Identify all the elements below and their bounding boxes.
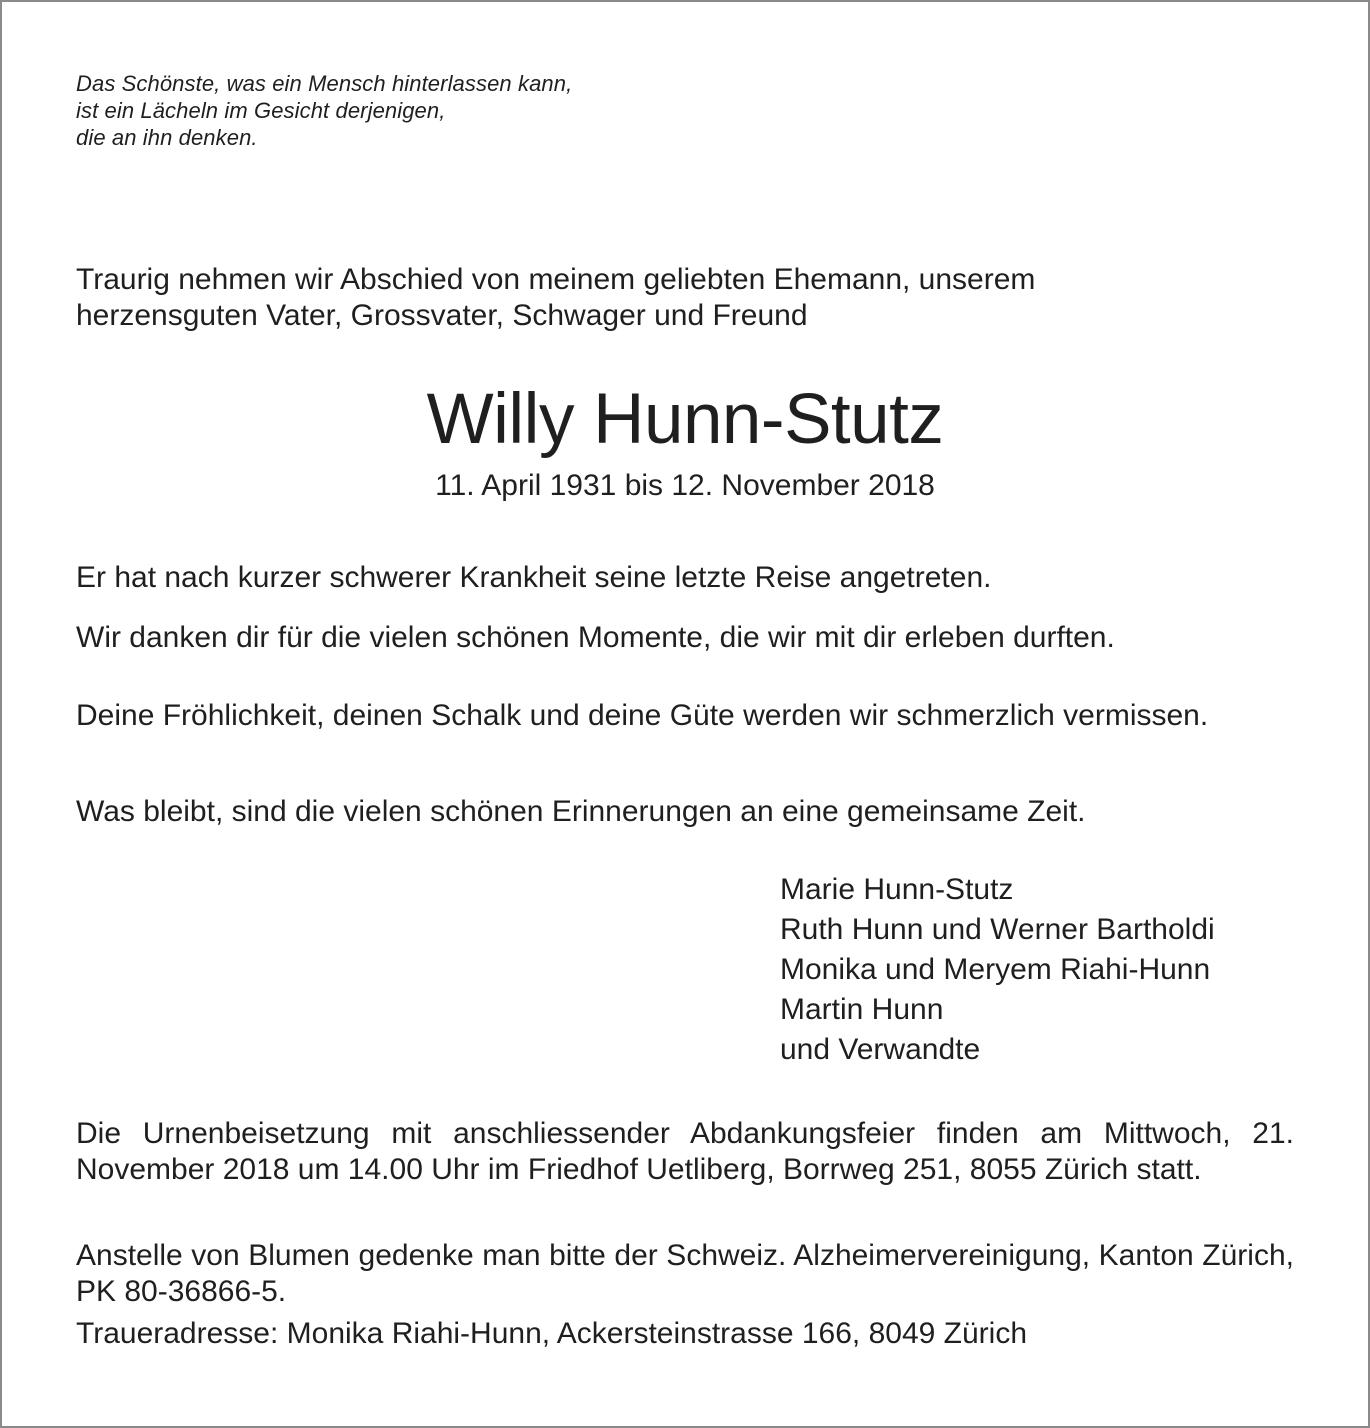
illness-paragraph: Er hat nach kurzer schwerer Krankheit seine letzte Reise angetreten. <box>76 561 992 594</box>
mourner-name: Marie Hunn-Stutz <box>780 873 1014 906</box>
donation-paragraph: Anstelle von Blumen gedenke man bitte der Schweiz. Alzheimervereinigung, Kanton Zürich, PK 80-36866-5. <box>76 1239 1294 1308</box>
quote-line: die an ihn denken. <box>76 125 258 150</box>
mourners-list <box>780 870 1215 1070</box>
missing-paragraph: Deine Fröhlichkeit, deinen Schalk und deine Güte werden wir schmerzlich vermissen. <box>76 699 1209 732</box>
mourner-name: Monika und Meryem Riahi-Hunn <box>780 953 1211 986</box>
epigraph-quote <box>76 70 572 151</box>
address-paragraph: Traueradresse: Monika Riahi-Hunn, Ackersteinstrasse 166, 8049 Zürich <box>76 1317 1028 1350</box>
mourner-name: Martin Hunn <box>780 993 944 1026</box>
intro-line: Traurig nehmen wir Abschied von meinem geliebten Ehemann, unserem <box>76 263 1036 296</box>
intro-paragraph <box>76 262 1294 334</box>
mourner-name: Ruth Hunn und Werner Bartholdi <box>780 913 1215 946</box>
thanks-paragraph: Wir danken dir für die vielen schönen Momente, die wir mit dir erleben durften. <box>76 621 1115 654</box>
memories-paragraph: Was bleibt, sind die vielen schönen Erinnerungen an eine gemeinsame Zeit. <box>76 795 1086 828</box>
ceremony-paragraph: Die Urnenbeisetzung mit anschliessender Abdankungsfeier finden am Mittwoch, 21. November 2018 um 14.00 Uhr im Friedhof Uetliberg, Borrweg 251, 8055 Zürich statt. <box>76 1117 1294 1186</box>
intro-line: herzensguten Vater, Grossvater, Schwager und Freund <box>76 299 808 332</box>
life-dates: 11. April 1931 bis 12. November 2018 <box>435 469 935 502</box>
quote-line: ist ein Lächeln im Gesicht derjenigen, <box>76 98 446 123</box>
mourner-name: und Verwandte <box>780 1033 981 1066</box>
deceased-name: Willy Hunn-Stutz <box>426 380 944 459</box>
quote-line: Das Schönste, was ein Mensch hinterlassen kann, <box>76 71 573 96</box>
